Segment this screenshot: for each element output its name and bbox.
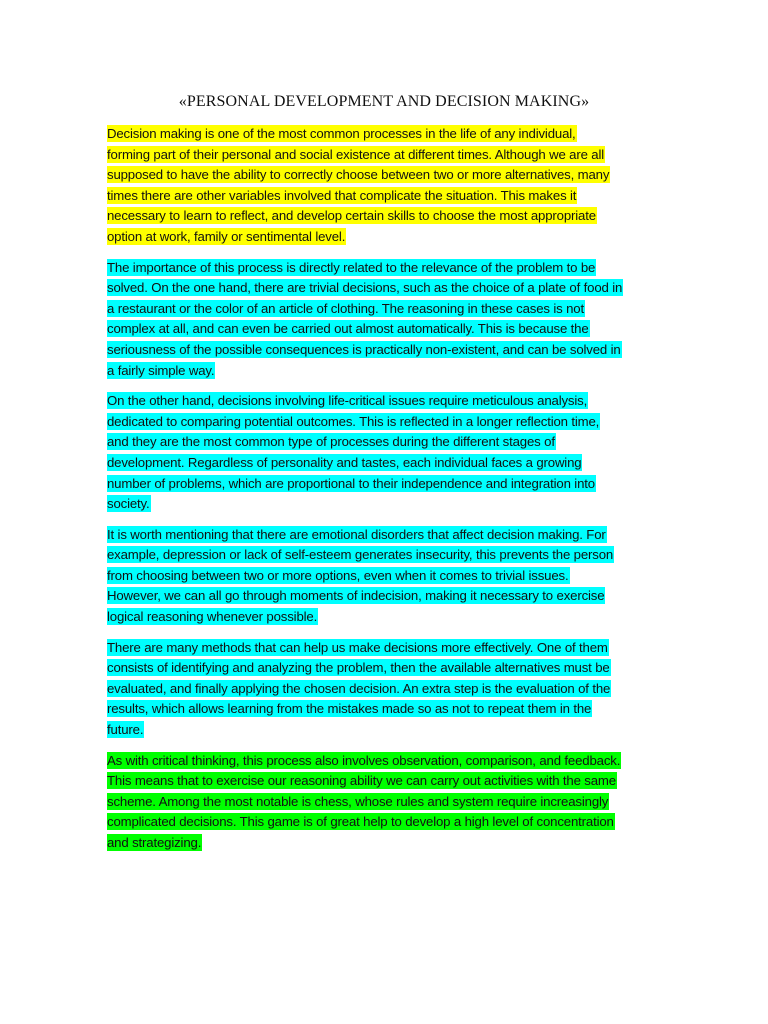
paragraph-line <box>107 340 667 361</box>
highlighted-text: from choosing between two or more options, even when it comes to trivial issues. <box>107 567 569 583</box>
highlighted-text: solved. On the one hand, there are trivial decisions, such as the choice of a plate of food in <box>107 280 623 296</box>
highlighted-text: forming part of their personal and social existence at different times. Although we are all <box>107 146 605 162</box>
paragraph-1 <box>107 124 667 248</box>
paragraph-line <box>107 812 667 833</box>
paragraph-line <box>107 792 667 813</box>
highlighted-text: dedicated to comparing potential outcomes. This is reflected in a longer reflection time, <box>107 413 600 429</box>
highlighted-text: seriousness of the possible consequences is practically non-existent, and can be solved in <box>107 341 621 357</box>
paragraph-line <box>107 186 667 207</box>
paragraph-line <box>107 453 667 474</box>
paragraph-line <box>107 545 667 566</box>
paragraph-line <box>107 494 667 515</box>
paragraph-line <box>107 361 667 382</box>
page-title: «PERSONAL DEVELOPMENT AND DECISION MAKING» <box>178 93 590 110</box>
highlighted-text: example, depression or lack of self-esteem generates insecurity, this prevents the person <box>107 547 614 563</box>
highlighted-text: logical reasoning whenever possible. <box>107 609 318 625</box>
paragraph-3 <box>107 391 667 515</box>
paragraph-line <box>107 319 667 340</box>
highlighted-text: society. <box>107 496 150 512</box>
highlighted-text: development. Regardless of personality and tastes, each individual faces a growing <box>107 454 582 470</box>
paragraph-line <box>107 124 667 145</box>
paragraph-line <box>107 165 667 186</box>
highlighted-text: a restaurant or the color of an article of clothing. The reasoning in these cases is not <box>107 300 584 316</box>
highlighted-text: future. <box>107 722 144 738</box>
paragraph-line <box>107 299 667 320</box>
paragraph-5 <box>107 638 667 741</box>
paragraph-line <box>107 412 667 433</box>
paragraph-line <box>107 145 667 166</box>
highlighted-text: scheme. Among the most notable is chess, whose rules and system require increasingly <box>107 793 609 809</box>
highlighted-text: times there are other variables involved that complicate the situation. This makes it <box>107 187 577 203</box>
paragraph-line <box>107 833 667 854</box>
highlighted-text: results, which allows learning from the mistakes made so as not to repeat them in the <box>107 701 592 717</box>
paragraph-line <box>107 258 667 279</box>
highlighted-text: necessary to learn to reflect, and develop certain skills to choose the most appropriate <box>107 208 596 224</box>
paragraph-line <box>107 751 667 772</box>
highlighted-text: and strategizing. <box>107 835 202 850</box>
highlighted-text: option at work, family or sentimental level. <box>107 228 346 244</box>
paragraph-line <box>107 679 667 700</box>
paragraph-line <box>107 206 667 227</box>
highlighted-text: However, we can all go through moments of indecision, making it necessary to exercise <box>107 588 605 604</box>
highlighted-text: complicated decisions. This game is of great help to develop a high level of concentration <box>107 814 614 830</box>
paragraph-line <box>107 566 667 587</box>
paragraph-line <box>107 699 667 720</box>
paragraph-line <box>107 278 667 299</box>
paragraph-4 <box>107 525 667 628</box>
paragraph-line <box>107 227 667 248</box>
highlighted-text: Decision making is one of the most common processes in the life of any individual, <box>107 126 576 141</box>
paragraph-line <box>107 432 667 453</box>
paragraph-line <box>107 771 667 792</box>
highlighted-text: number of problems, which are proportional to their independence and integration into <box>107 475 595 491</box>
paragraph-line <box>107 638 667 659</box>
paragraph-line <box>107 525 667 546</box>
highlighted-text: evaluated, and finally applying the chosen decision. An extra step is the evaluation of the <box>107 680 611 696</box>
highlighted-text: On the other hand, decisions involving life-critical issues require meticulous analysis, <box>107 393 588 409</box>
paragraph-line <box>107 720 667 741</box>
highlighted-text: This means that to exercise our reasoning ability we can carry out activities with the same <box>107 773 616 789</box>
paragraph-line <box>107 586 667 607</box>
highlighted-text: supposed to have the ability to correctly choose between two or more alternatives, many <box>107 167 610 183</box>
highlighted-text: As with critical thinking, this process also involves observation, comparison, and feedback. <box>107 752 621 768</box>
highlighted-text: It is worth mentioning that there are emotional disorders that affect decision making. For <box>107 526 606 542</box>
paragraph-line <box>107 607 667 628</box>
highlighted-text: a fairly simple way. <box>107 362 215 378</box>
paragraph-6 <box>107 751 667 854</box>
highlighted-text: There are many methods that can help us make decisions more effectively. One of them <box>107 639 608 655</box>
paragraph-line <box>107 658 667 679</box>
highlighted-text: complex at all, and can even be carried out almost automatically. This is because the <box>107 321 589 337</box>
paragraph-line <box>107 474 667 495</box>
highlighted-text: consists of identifying and analyzing the problem, then the available alternatives must be <box>107 660 610 676</box>
paragraph-2 <box>107 258 667 382</box>
highlighted-text: The importance of this process is directly related to the relevance of the problem to be <box>107 259 596 275</box>
paragraph-line <box>107 391 667 412</box>
highlighted-text: and they are the most common type of processes during the different stages of <box>107 434 555 450</box>
document-body <box>107 124 667 864</box>
